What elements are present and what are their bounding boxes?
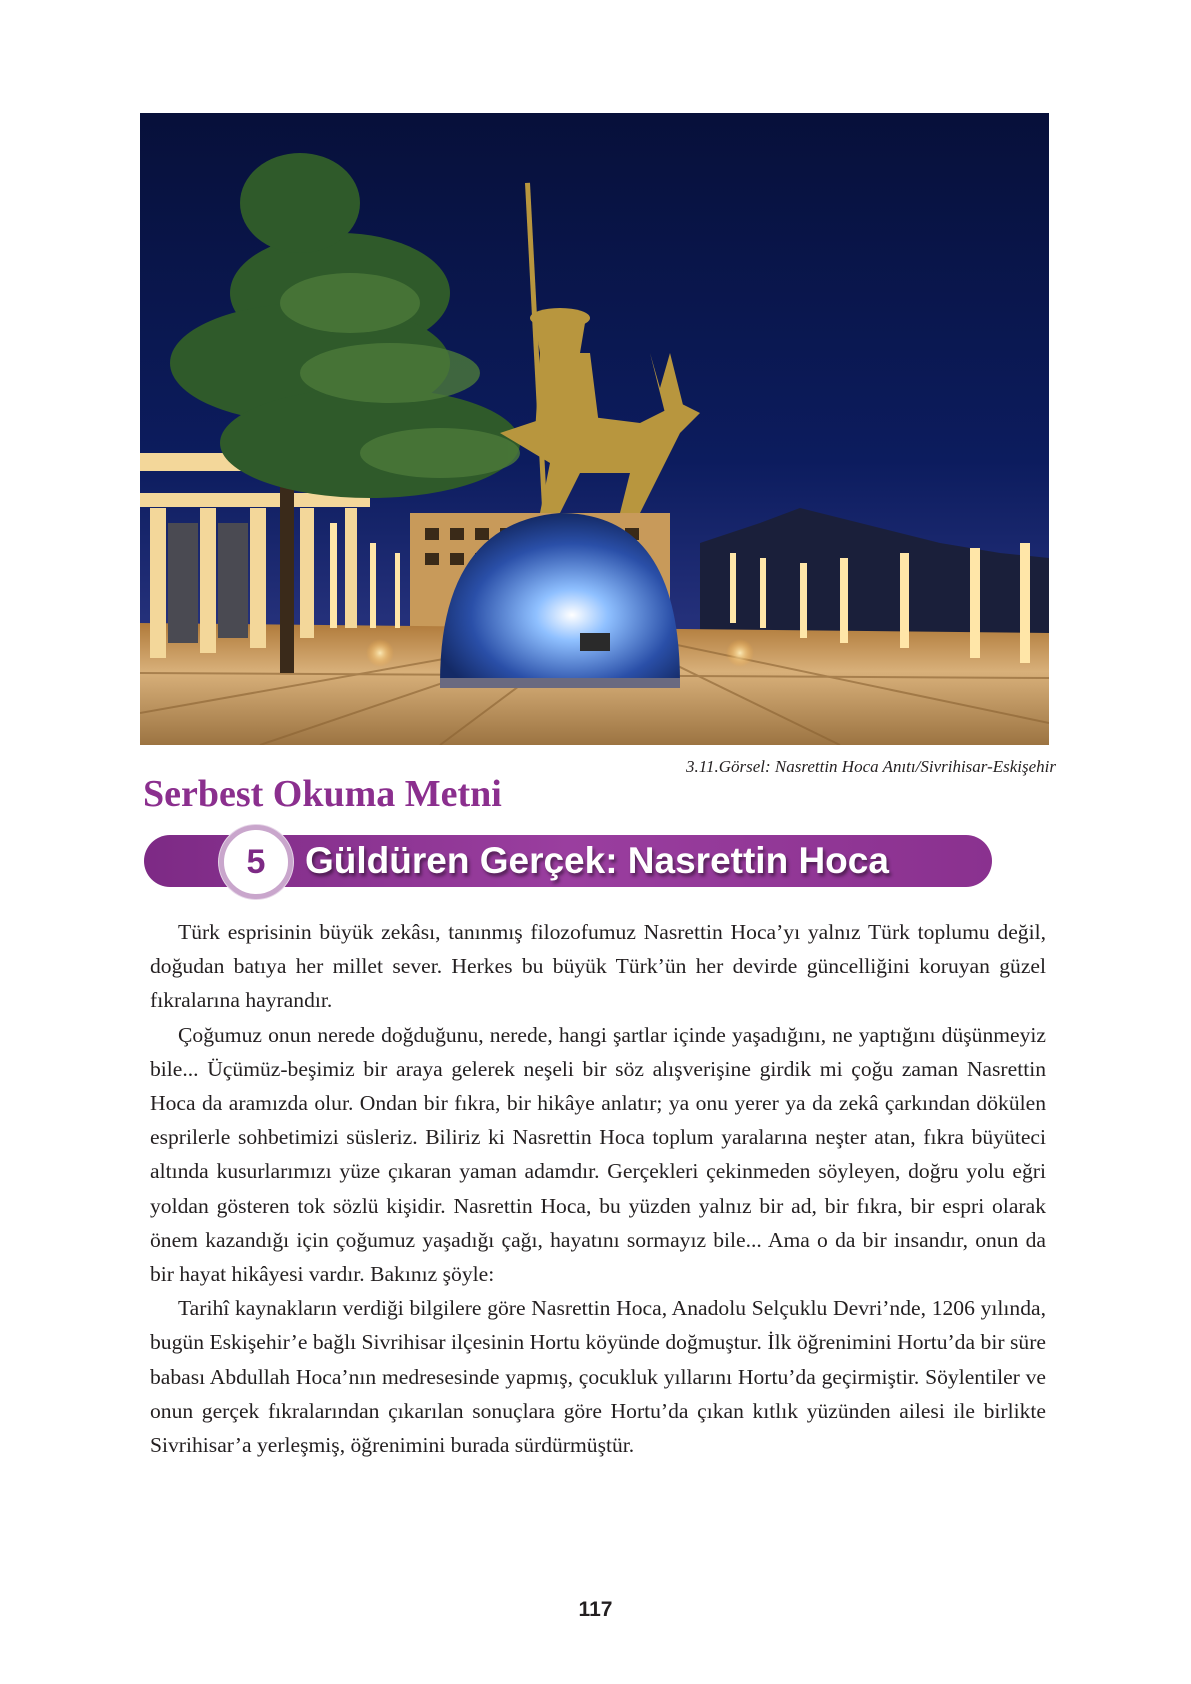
chapter-number-badge [219, 825, 293, 899]
paragraph: Çoğumuz onun nerede doğduğunu, nerede, hangi şartlar içinde yaşadığını, ne yaptığını düşünmeyiz bile... Üçümüz-beşimiz bir araya gelerek neşeli bir söz alışverişine girdik mi çoğu zaman Nasrettin Hoca da aramızda olur. Ondan bir fıkra, bir hikâye anlatır; ya onu yerer ya da zekâ çarkından dökülen esprilerle sohbetimizi süsleriz. Biliriz ki Nasrettin Hoca toplum yaralarına neşter atan, fıkra büyüteci altında kusurlarımızı yüze çıkaran yaman adamdır. Gerçekleri çekinmeden söyleyen, doğru yolu eğri yoldan gösteren tok sözlü kişidir. Nasrettin Hoca, bu yüzden yalnız bir ad, bir fıkra, bir espri olarak önem kazandığı için çoğumuz yaşadığı çağı, hayatını sormayız bile... Ama o da bir insandır, onun da bir hayat hikâyesi vardır. Bakınız şöyle: [150, 1022, 1046, 1287]
figure-caption: 3.11.Görsel: Nasrettin Hoca Anıtı/Sivrihisar-Eskişehir [685, 757, 1056, 776]
page-number: 117 [578, 1598, 613, 1621]
chapter-number: 5 [246, 842, 266, 881]
reading-text [150, 915, 1046, 1462]
monument-photo [140, 113, 1049, 745]
paragraph: Tarihî kaynakların verdiği bilgilere göre Nasrettin Hoca, Anadolu Selçuklu Devri’nde, 1206 yılında, bugün Eskişehir’e bağlı Sivrihisar ilçesinin Hortu köyünde doğmuştur. İlk öğrenimini Hortu’da bir süre babası Abdullah Hoca’nın medresesinde yapmış, çocukluk yıllarını Hortu’da geçirmiştir. Söylentiler ve onun gerçek fıkralarından çıkarılan sonuçlara göre Hortu’da çıkan kıtlık yüzünden ailesi ile birlikte Sivrihisar’a yerleşmiş, öğrenimini burada sürdürmüştür. [150, 1296, 1046, 1458]
paragraph: Türk esprisinin büyük zekâsı, tanınmış filozofumuz Nasrettin Hoca’yı yalnız Türk toplumu değil, doğudan batıya her millet sever. Herkes bu büyük Türk’ün her devirde güncelliğini koruyan güzel fıkralarına hayrandır. [150, 920, 1046, 1013]
section-heading: Serbest Okuma Metni [143, 773, 502, 815]
chapter-title: Güldüren Gerçek: Nasrettin Hoca [305, 840, 889, 881]
